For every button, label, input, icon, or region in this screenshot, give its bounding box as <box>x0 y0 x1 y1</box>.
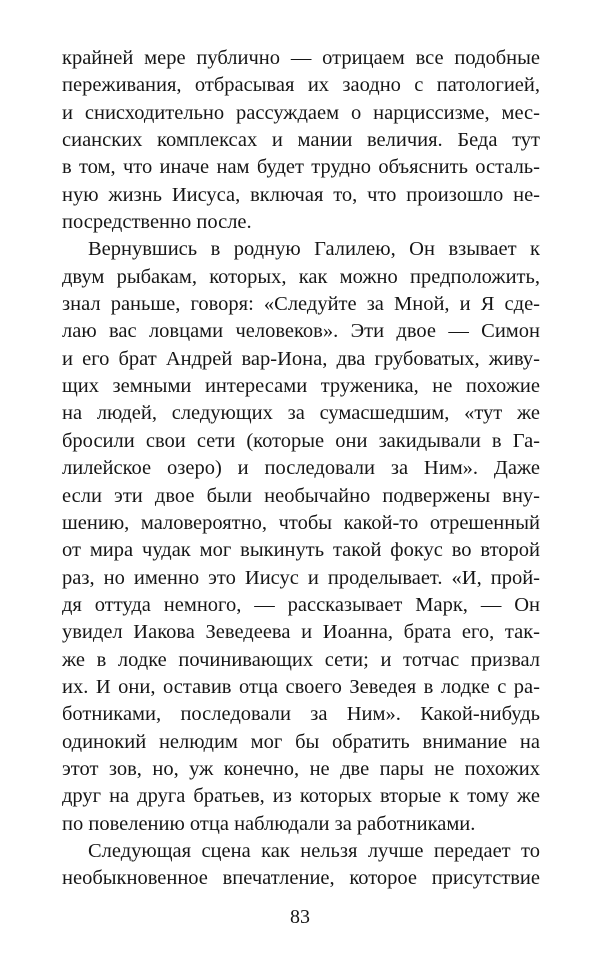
text-block <box>62 45 540 893</box>
text-line: ботниками, последовали за Ним». Какой-нибудь <box>62 703 540 726</box>
text-line: ную жизнь Иисуса, включая то, что произошло не- <box>62 183 540 206</box>
text-line: лилейское озеро) и последовали за Ним». Даже <box>62 457 540 480</box>
text-line: их. И они, оставив отца своего Зеведея в лодке с ра- <box>62 675 540 698</box>
text-line: и его брат Андрей вар-Иона, два грубоватых, живу- <box>62 347 540 370</box>
paragraph <box>62 45 540 236</box>
paragraph <box>62 236 540 838</box>
text-line: шению, маловероятно, чтобы какой-то отрешенный <box>62 511 540 534</box>
text-line: увидел Иакова Зеведеева и Иоанна, брата его, так- <box>62 621 540 644</box>
paragraph <box>62 838 540 893</box>
text-line: крайней мере публично — отрицаем все подобные <box>62 47 540 69</box>
text-line: одинокий нелюдим мог бы обратить внимание на <box>62 730 540 753</box>
page-number: 83 <box>290 906 310 928</box>
text-line: необыкновенное впечатление, которое присутствие <box>62 867 540 890</box>
text-line: переживания, отбрасывая их заодно с патологией, <box>62 74 540 97</box>
text-line: знал раньше, говоря: «Следуйте за Мной, и Я сде- <box>62 293 540 316</box>
text-line: и снисходительно рассуждаем о нарциссизме, мес- <box>62 101 540 124</box>
text-line: на людей, следующих за сумасшедшим, «тут же <box>62 402 540 425</box>
text-line: по повелению отца наблюдали за работниками. <box>62 812 476 835</box>
text-line: посредственно после. <box>62 211 252 234</box>
text-line: же в лодке починивающих сети; и тотчас призвал <box>62 648 540 671</box>
text-line: в том, что иначе нам будет трудно объяснить осталь- <box>62 156 540 179</box>
text-line: Вернувшись в родную Галилею, Он взывает к <box>88 238 540 261</box>
text-line: друг на друга братьев, из которых вторые к тому же <box>62 785 540 808</box>
text-line: дя оттуда немного, — рассказывает Марк, — Он <box>62 593 540 616</box>
text-line: если эти двое были необычайно подвержены вну- <box>62 484 540 507</box>
text-line: сианских комплексах и мании величия. Беда тут <box>62 129 540 152</box>
text-line: от мира чудак мог выкинуть такой фокус во второй <box>62 539 540 562</box>
text-line: раз, но именно это Иисус и проделывает. «И, прой- <box>62 566 540 589</box>
text-line: этот зов, но, уж конечно, не две пары не похожих <box>62 757 540 780</box>
text-line: бросили свои сети (которые они закидывали в Га- <box>62 429 540 452</box>
text-line: щих земными интересами труженика, не похожие <box>62 375 540 398</box>
text-line: лаю вас ловцами человеков». Эти двое — Симон <box>62 320 540 343</box>
text-line: Следующая сцена как нельзя лучше передает то <box>88 839 540 862</box>
text-line: двум рыбакам, которых, как можно предположить, <box>62 265 540 288</box>
